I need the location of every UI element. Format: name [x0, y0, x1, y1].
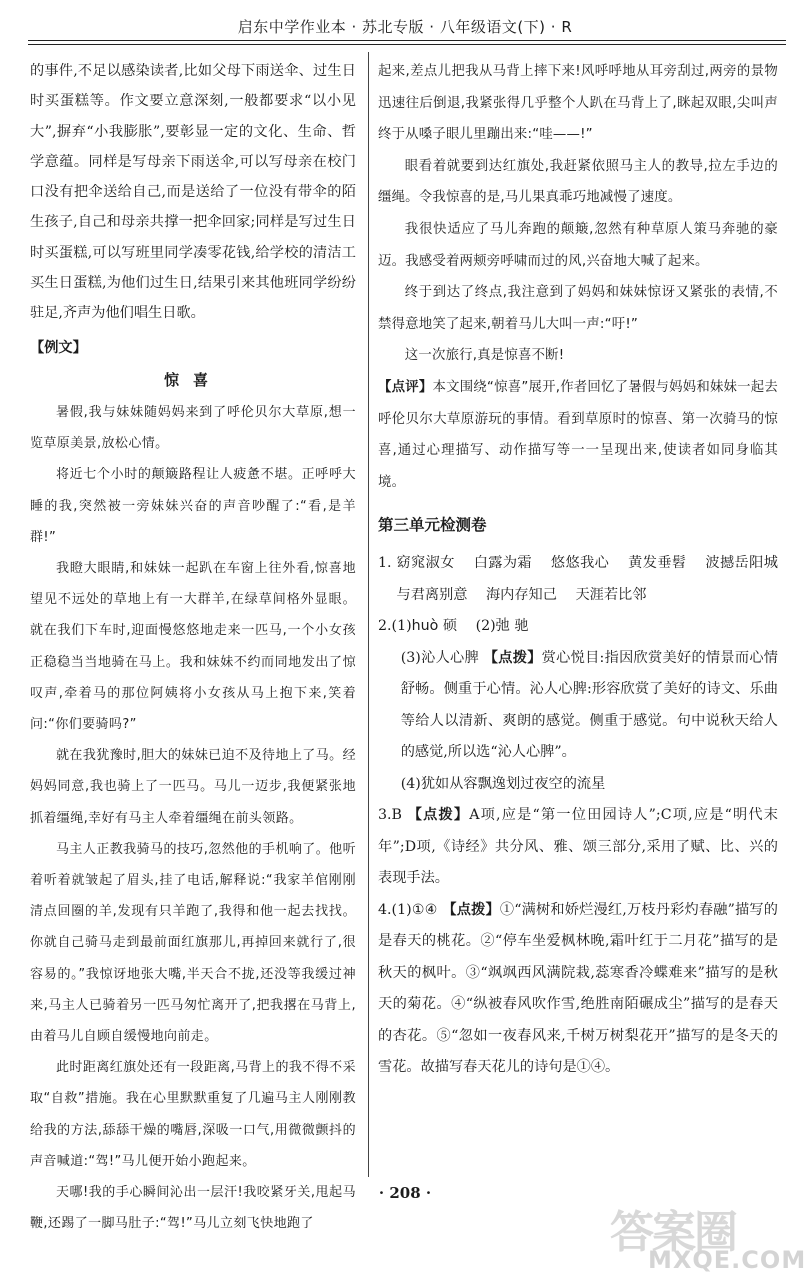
answer-item: 与君离别意: [396, 586, 468, 603]
essay-paragraph: 马主人正教我骑马的技巧,忽然他的手机响了。他听着听着就皱起了眉头,挂了电话,解释说:“我家羊倌刚刚清点回圈的羊,发现有只羊跑了,我得和他一起去找找。你就自己骑马走到最前面红旗那儿,再掉回来就行了,很容易的。”我惊讶地张大嘴,半天合不拢,还没等我缓过神来,马主人已骑着另一匹马匆忙离开了,把我撂在马背上,由着马儿自顾自缓慢地向前走。: [30, 841, 356, 1045]
intro-paragraph: 的事件,不足以感染读者,比如父母下雨送伞、过生日时买蛋糕等。作文要立意深刻,一般都要求“以小见大”,摒弃“小我膨胀”,要彰显一定的文化、生命、哲学意蕴。同样是写母亲下雨送伞,可以写母亲在校门口没有把伞送给自己,而是送给了一位没有带伞的陌生孩子,自己和母亲共撑一把伞回家;同样是写过生日时买蛋糕,可以写班里同学凑零花钱,给学校的清洁工买生日蛋糕,为他们过生日,结果引来其他班同学纷纷驻足,齐声为他们唱生日歌。: [30, 63, 356, 322]
comment-text: 本文围绕“惊喜”展开,作者回忆了暑假与妈妈和妹妹一起去呼伦贝尔大草原游玩的事情。看到草原时的惊喜、第一次骑马的惊喜,通过心理描写、动作描写等一一呈现出来,使读者如同身临其境。: [378, 379, 778, 490]
question-number: 2.: [378, 618, 392, 635]
essay-paragraph: 此时距离红旗处还有一段距离,马背上的我不得不采取“自救”措施。我在心里默默重复了几遍马主人刚刚教给我的方法,舔舔干燥的嘴唇,深吸一口气,用微微颤抖的声音喊道:“驾!”马儿便开始小跑起来。: [30, 1060, 356, 1169]
hint-label: 【点拨】: [407, 807, 470, 824]
watermark-logo: [610, 1196, 807, 1276]
question-number: 4.(1)①④: [378, 901, 438, 918]
question-1: [378, 548, 778, 611]
question-2-part-3: [378, 643, 778, 769]
header-rule: [28, 40, 786, 41]
answer-item: 驰: [514, 618, 529, 635]
answer-item: 白露为霜: [473, 555, 533, 572]
question-number: 3.B: [378, 807, 402, 824]
essay-paragraph: 眼看着就要到达红旗处,我赶紧依照马主人的教导,拉左手边的缰绳。令我惊喜的是,马儿果真乖巧地减慢了速度。: [378, 158, 778, 206]
hint-label: 【点拨】: [483, 649, 542, 666]
sub-number: (1): [391, 618, 412, 635]
column-divider: [368, 52, 369, 1177]
question-2-part-4: (4)犹如从容飘逸划过夜空的流星: [400, 775, 606, 792]
answer-item: (3)沁人心脾: [400, 649, 479, 666]
comment-paragraph: [378, 372, 778, 498]
watermark-url: MXQE.COM: [648, 1246, 807, 1274]
essay-paragraph: 就在我犹豫时,胆大的妹妹已迫不及待地上了马。经妈妈同意,我也骑上了一匹马。马儿一迈步,我便紧张地抓着缰绳,幸好有马主人牵着缰绳在前头领路。: [30, 748, 356, 826]
essay-paragraph: 这一次旅行,真是惊喜不断!: [404, 348, 565, 364]
answer-item: 天涯若比邻: [575, 586, 647, 603]
answer-item: 海内存知己: [485, 586, 557, 603]
running-header: 启东中学作业本 · 苏北专版 · 八年级语文(下) · R: [237, 18, 573, 36]
answer-item: (2)弛: [475, 618, 510, 635]
page-number: · 208 ·: [378, 1184, 432, 1202]
question-4: [378, 895, 778, 1084]
essay-paragraph: 我瞪大眼睛,和妹妹一起趴在车窗上往外看,惊喜地望见不远处的草地上有一大群羊,在绿草间格外显眼。就在我们下车时,迎面慢悠悠地走来一匹马,一个小女孩正稳稳当当地骑在马上。我和妹妹不约而同地发出了惊叹声,牵着马的那位阿姨将小女孩从马上抱下来,笑着问:“你们要骑吗?”: [30, 560, 356, 732]
answer-item: 窈窕淑女: [396, 555, 455, 572]
essay-paragraph: 天哪!我的手心瞬间沁出一层汗!我咬紧牙关,甩起马鞭,还踢了一脚马肚子:“驾!”马儿立刻飞快地跑了: [30, 1185, 356, 1232]
answer-item: 波撼岳阳城: [705, 555, 778, 572]
essay-paragraph: 将近七个小时的颠簸路程让人疲惫不堪。正呼呼大睡的我,突然被一旁妹妹兴奋的声音吵醒了:“看,是羊群!”: [30, 467, 356, 545]
section-title: 第三单元检测卷: [378, 516, 487, 535]
essay-title: 惊喜: [163, 370, 222, 389]
question-number: 1.: [378, 555, 392, 572]
question-2: [378, 611, 778, 643]
answer-item: 硕: [442, 618, 458, 635]
hint-text: A项,应是“第一位田园诗人”;C项,应是“明代末年”;D项,《诗经》共分风、雅、颂三部分,采用了赋、比、兴的表现手法。: [378, 807, 778, 887]
right-column: [378, 56, 778, 1084]
essay-paragraph: 起来,差点儿把我从马背上摔下来!风呼呼地从耳旁刮过,两旁的景物迅速往后倒退,我紧张得几乎整个人趴在马背上了,眯起双眼,尖叫声终于从嗓子眼儿里蹦出来:“哇——!”: [378, 64, 778, 143]
left-column: [30, 56, 356, 1239]
hint-label: 【点拨】: [442, 901, 500, 918]
essay-paragraph: 暑假,我与妹妹随妈妈来到了呼伦贝尔大草原,想一览草原美景,放松心情。: [30, 404, 356, 452]
question-3: [378, 800, 778, 895]
essay-paragraph: 终于到达了终点,我注意到了妈妈和妹妹惊讶又紧张的表情,不禁得意地笑了起来,朝着马儿大叫一声:“吁!”: [378, 285, 778, 332]
answer-item: 悠悠我心: [550, 555, 610, 572]
essay-paragraph: 我很快适应了马儿奔跑的颠簸,忽然有种草原人策马奔驰的豪迈。我感受着两颊旁呼啸而过的风,兴奋地大喊了起来。: [378, 221, 778, 269]
comment-label: 【点评】: [378, 379, 433, 395]
pinyin-answer: huò: [411, 618, 439, 635]
hint-text: ①“满树和娇烂漫红,万枝丹彩灼春融”描写的是春天的桃花。②“停车坐爱枫林晚,霜叶红于二月花”描写的是秋天的枫叶。③“飒飒西风满院栽,蕊寒香冷蝶难来”描写的是秋天的菊花。④“纵被春风吹作雪,绝胜南陌碾成尘”描写的是春天的杏花。⑤“忽如一夜春风来,千树万树梨花开”描写的是冬天的雪花。故描写春天花儿的诗句是①④。: [378, 901, 778, 1076]
example-label: 【例文】: [30, 339, 87, 356]
watermark-text: 答案圈: [610, 1207, 736, 1258]
answer-item: 黄发垂髫: [628, 555, 687, 572]
header-rule-thin: [28, 44, 786, 45]
hint-text: 赏心悦目:指因欣赏美好的情景而心情舒畅。侧重于心情。沁人心脾:形容欣赏了美好的诗文、乐曲等给人以清新、爽朗的感觉。侧重于感觉。句中说秋天给人的感觉,所以选“沁人心脾”。: [400, 649, 778, 761]
